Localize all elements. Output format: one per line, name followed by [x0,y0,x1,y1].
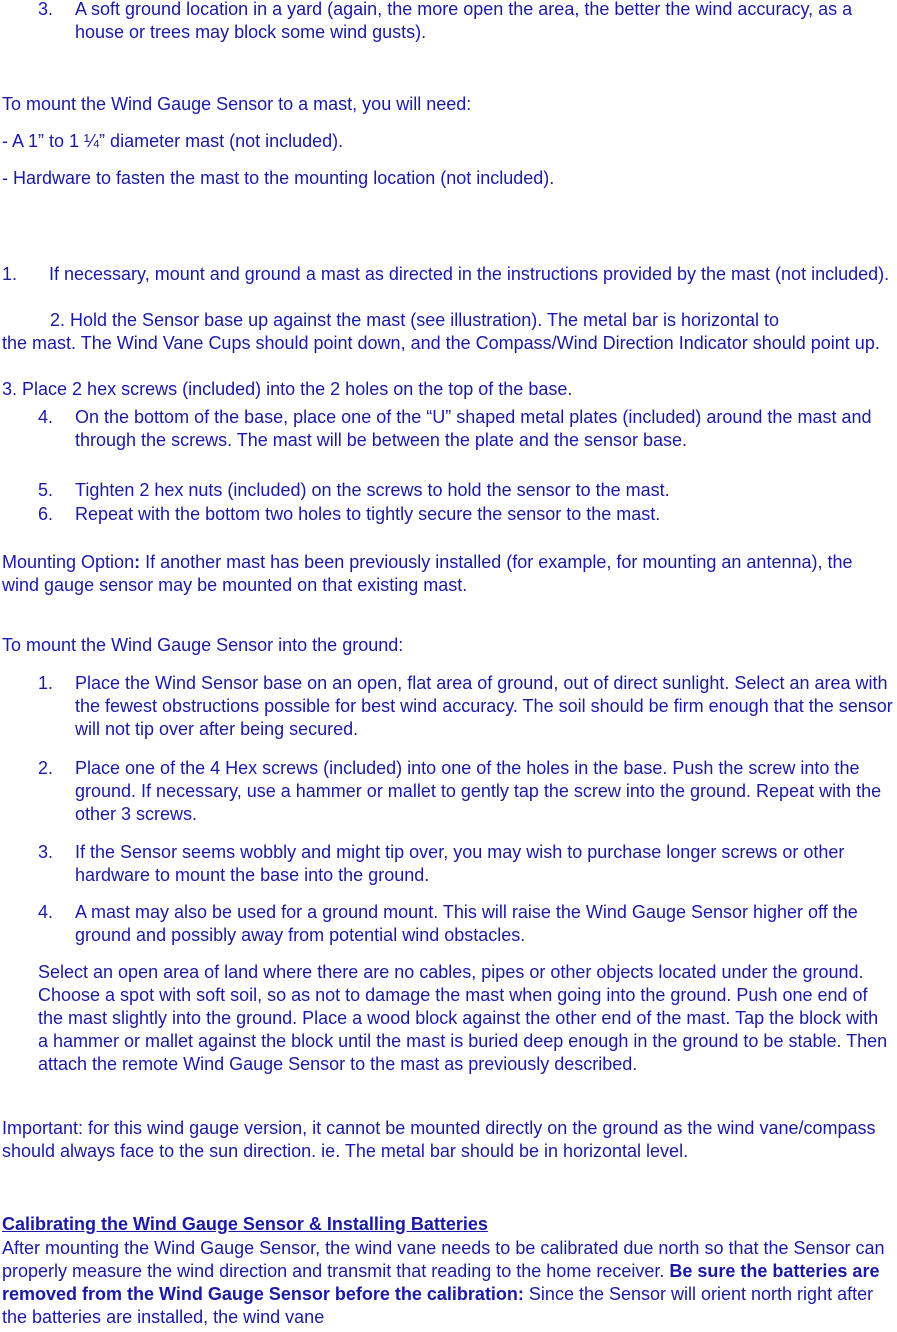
mast-step-2-rest: the mast. The Wind Vane Cups should point down, and the Compass/Wind Direction Indicator should point up. [2,333,880,353]
mast-step-3: 3. Place 2 hex screws (included) into the 2 holes on the top of the base. [2,379,573,399]
mast-step-4 [38,406,895,452]
mast-needs-line-1: - A 1” to 1 ¼” diameter mast (not included). [2,131,344,151]
list-number: 4. [38,407,54,427]
mast-needs-line-2: - Hardware to fasten the mast to the mounting location (not included). [2,168,555,188]
list-text: A soft ground location in a yard (again, the more open the area, the better the wind accuracy, as a house or trees may block some wind gusts). [75,0,853,42]
mast-step-2-line-1: 2. Hold the Sensor base up against the mast (see illustration). The metal bar is horizontal to [50,310,780,330]
mounting-option-colon: : [134,552,141,572]
important-note: Important: for this wind gauge version, it cannot be mounted directly on the ground as the wind vane/compass should always face to the sun direction. ie. The metal bar should be in horizontal level. [2,1118,876,1161]
list-text: Place one of the 4 Hex screws (included) into one of the holes in the base. Push the screw into the ground. If necessary, use a hammer or mallet to gently tap the screw into the ground. Repeat with the other 3 screws. [75,758,882,824]
list-number: 1. [38,673,54,693]
ground-step-3 [38,841,895,887]
calibration-warning: Be sure the batteries are removed from the Wind Gauge Sensor before the calibration: [2,1261,880,1304]
calibration-text-1: After mounting the Wind Gauge Sensor, the wind vane needs to be calibrated due north so that the Sensor can properly measure the wind direction and transmit that reading to the home receiver. [2,1238,885,1281]
list-number: 3. [38,842,54,862]
list-number: 4. [38,902,54,922]
mounting-option-label: Mounting Option [2,552,135,572]
calibration-text-2: Since the Sensor will orient north right after the batteries are installed, the wind vane [2,1284,874,1327]
list-number: 3. [38,0,54,19]
list-text: If necessary, mount and ground a mast as directed in the instructions provided by the mast (not included). [49,264,890,284]
list-text: Place the Wind Sensor base on an open, flat area of ground, out of direct sunlight. Select an area with the fewest obstructions possible for best wind accuracy. The soil should be firm enough that the sensor will not tip over after being secured. [75,673,893,739]
mounting-option-paragraph [2,551,893,597]
list-number: 5. [38,480,54,500]
ground-step-4 [38,901,895,947]
ground-step-1 [38,672,895,741]
list-text: On the bottom of the base, place one of the “U” shaped metal plates (included) around the mast and through the screws. The mast will be between the plate and the sensor base. [75,407,872,450]
ground-mount-select-paragraph: Select an open area of land where there are no cables, pipes or other objects located under the ground. Choose a spot with soft soil, so as not to damage the mast when going into the ground. Push one end of the mast slightly into the ground. Place a wood block against the other end of the mast. Tap the block with a hammer or mallet against the block until the mast is buried deep enough in the ground to be stable. Then attach the remote Wind Gauge Sensor to the mast as previously described. [38,962,888,1074]
mast-needs-heading: To mount the Wind Gauge Sensor to a mast, you will need: [2,94,472,114]
mast-step-6 [38,503,895,526]
list-text: If the Sensor seems wobbly and might tip over, you may wish to purchase longer screws or other hardware to mount the base into the ground. [75,842,845,885]
list-number: 1. [2,264,18,284]
intro-list-item-3 [38,0,895,44]
list-text: A mast may also be used for a ground mount. This will raise the Wind Gauge Sensor higher off the ground and possibly away from potential wind obstacles. [75,902,858,945]
list-number: 6. [38,504,54,524]
mounting-option-text: If another mast has been previously installed (for example, for mounting an antenna), the wind gauge sensor may be mounted on that existing mast. [2,552,853,595]
calibration-paragraph [2,1237,893,1329]
ground-step-2 [38,757,895,826]
mast-step-5 [38,479,895,502]
list-text: Tighten 2 hex nuts (included) on the screws to hold the sensor to the mast. [75,480,670,500]
ground-mount-heading: To mount the Wind Gauge Sensor into the ground: [2,635,404,655]
list-text: Repeat with the bottom two holes to tightly secure the sensor to the mast. [75,504,661,524]
calibration-heading: Calibrating the Wind Gauge Sensor & Installing Batteries [2,1214,488,1234]
mast-step-1 [2,263,895,286]
list-number: 2. [38,758,54,778]
